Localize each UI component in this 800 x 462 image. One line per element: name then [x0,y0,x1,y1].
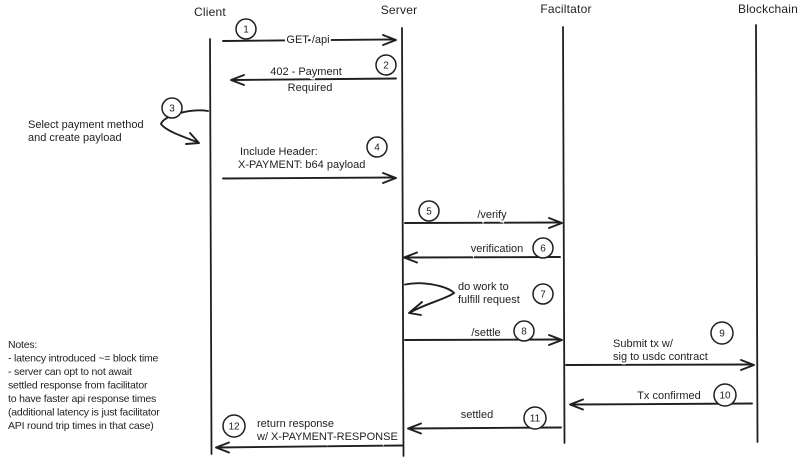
step-number-8: 8 [521,326,527,338]
message-7 [405,281,553,315]
message-12-label: return response [257,418,335,430]
message-2-label-2: Required [287,82,333,94]
lifeline-client [210,39,212,454]
actor-label-blockchain: Blockchain [737,2,799,16]
step-number-11: 11 [529,413,541,425]
message-4-label: Include Header: [240,146,318,158]
message-9 [566,322,754,370]
message-3-label: Select payment method [28,119,144,131]
message-10 [570,384,752,410]
message-2 [231,55,396,94]
message-6-label: verification [470,243,524,255]
message-4-line [223,178,393,179]
message-8-line [405,340,559,341]
message-2-label: 402 - Payment [270,66,342,78]
step-number-3: 3 [169,103,175,115]
message-6-line [406,257,560,258]
message-10-label: Tx confirmed [637,390,701,402]
notes-line-7: API round trip times in that case) [8,420,154,432]
notes-line-6: (additional latency is just facilitator [8,406,160,419]
message-7-label: do work to [458,281,509,293]
message-12-label-2: w/ X-PAYMENT-RESPONSE [257,431,398,443]
actor-label-server: Server [380,3,418,17]
message-8 [405,321,562,345]
notes-line-1: Notes: [8,339,38,351]
message-6 [404,238,560,263]
message-5-line [405,223,559,224]
lifeline-server [402,28,404,456]
message-4 [223,137,396,183]
message-12-line [218,446,402,448]
notes-block [8,339,160,432]
notes-line-4: settled response from facilitator [8,379,148,392]
message-12 [216,415,402,453]
actor-label-client: Client [194,5,226,19]
message-5-label: /verify [477,209,507,221]
step-number-5: 5 [426,206,432,218]
message-7-loop [405,283,454,312]
message-11 [408,407,561,434]
step-number-6: 6 [540,243,546,255]
message-9-label: Submit tx w/ [613,338,673,350]
message-9-line [566,365,751,366]
message-5 [405,201,562,228]
message-7-label-2: fulfill request [458,294,520,306]
lifeline-facilitator [563,27,565,443]
message-2-line [233,79,396,81]
message-1 [223,19,396,46]
step-number-12: 12 [228,421,240,433]
step-number-1: 1 [243,24,249,36]
message-4-label-2: X-PAYMENT: b64 payload [238,159,366,171]
message-8-label: /settle [471,327,501,339]
message-1-label: GET /api [286,34,330,46]
step-number-9: 9 [719,328,725,340]
message-3-label-2: and create payload [28,132,122,144]
notes-line-3: - server can opt to not await [8,366,132,378]
step-number-4: 4 [374,142,380,154]
message-9-label-2: sig to usdc contract [613,351,708,363]
message-11-label: settled [460,409,494,421]
step-number-10: 10 [719,390,731,402]
notes-line-2: - latency introduced ~= block time [8,352,159,365]
message-3 [28,98,208,144]
lifeline-blockchain [756,25,758,442]
notes-line-5: to have faster api response times [8,393,157,405]
actor-label-facilitator: Faciltator [540,2,592,16]
step-number-2: 2 [383,60,389,72]
step-number-7: 7 [540,289,546,301]
